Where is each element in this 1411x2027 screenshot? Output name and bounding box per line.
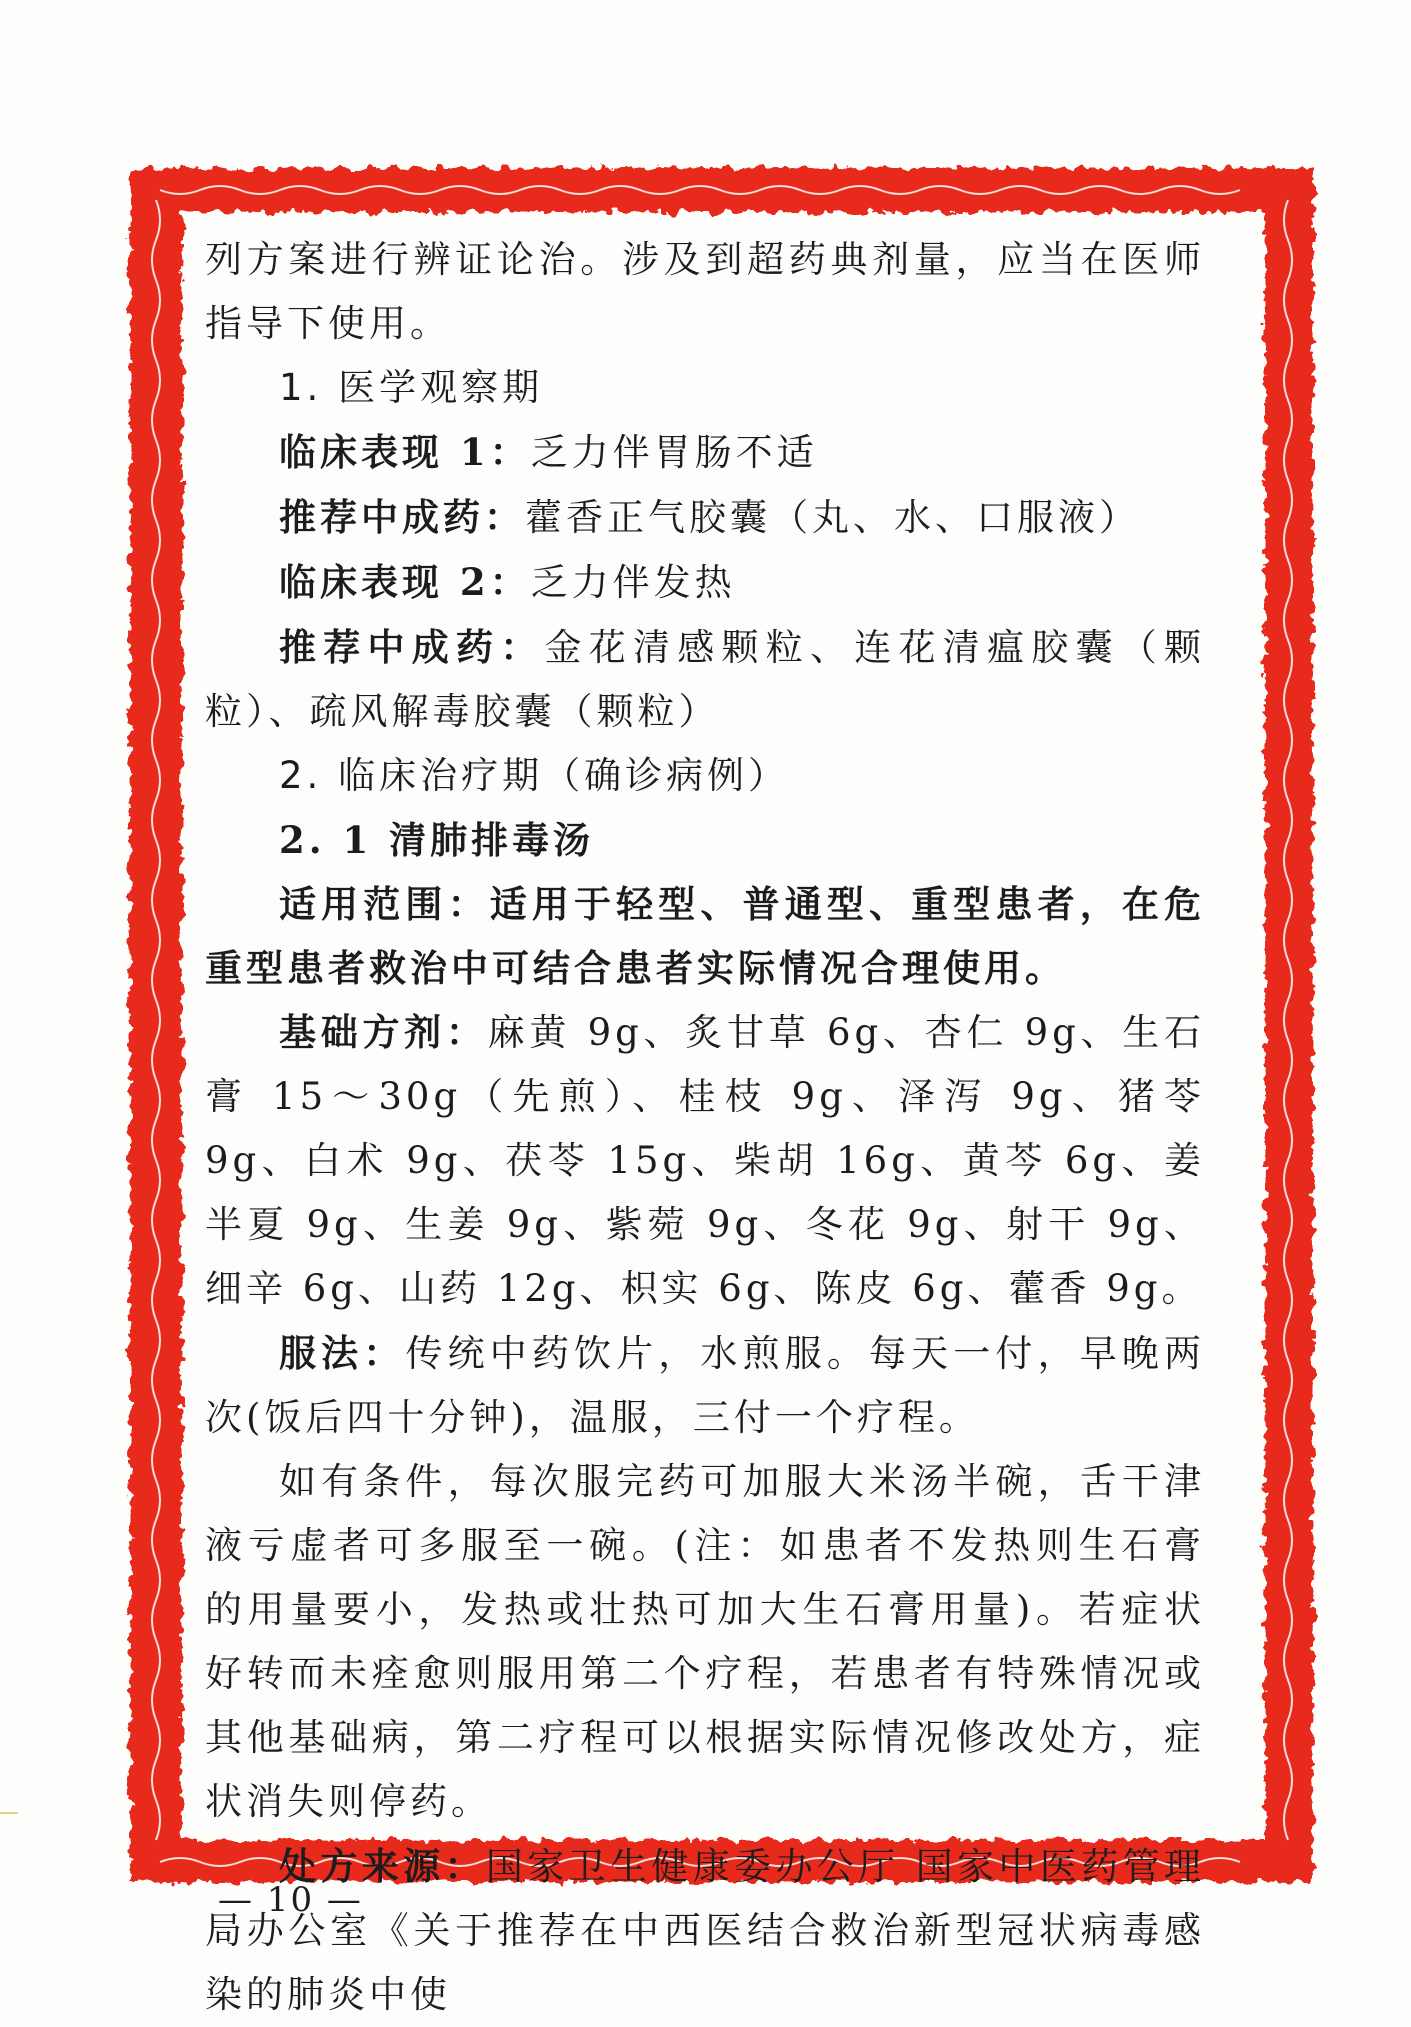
administration-method-label: 服法：	[279, 1331, 406, 1375]
recommended-medicine-1-text: 藿香正气胶囊（丸、水、口服液）	[525, 496, 1140, 539]
recommended-medicine-2-label: 推荐中成药：	[279, 625, 545, 669]
page-number: — 10 —	[218, 1880, 363, 1920]
additional-instructions: 如有条件，每次服完药可加服大米汤半碗，舌干津液亏虚者可多服至一碗。(注：如患者不发热则生石膏的用量要小，发热或壮热可加大生石膏用量)。若症状好转而未痊愈则服用第二个疗程，若患者有特殊情况或其他基础病，第二疗程可以根据实际情况修改处方，症状消失则停药。	[205, 1460, 1205, 1823]
basic-formula-label: 基础方剂：	[279, 1010, 488, 1054]
basic-formula-text: 麻黄 9g、炙甘草 6g、杏仁 9g、生石膏 15～30g（先煎）、桂枝 9g、泽泻 9g、猪苓 9g、白术 9g、茯苓 15g、柴胡 16g、黄芩 6g、姜半夏 9g、生姜 9g、紫菀 9g、冬花 9g、射干 9g、细辛 6g、山药 12g、枳实 6g、陈皮 6g、藿香 9g。	[205, 1011, 1206, 1310]
applicable-scope-label: 适用范围：	[279, 882, 490, 926]
administration-method-text: 传统中药饮片，水煎服。每天一付，早晚两次(饭后四十分钟)，温服，三付一个疗程。	[205, 1332, 1206, 1439]
clinical-manifestation-1-text: 乏力伴胃肠不适	[530, 431, 818, 474]
paragraph-intro-continuation: 列方案进行辨证论治。涉及到超药典剂量，应当在医师指导下使用。	[205, 238, 1205, 345]
clinical-manifestation-2-text: 乏力伴发热	[530, 561, 736, 604]
scan-artifact-mark	[0, 1812, 18, 1814]
section-heading-treatment: 2. 临床治疗期（确诊病例）	[279, 754, 790, 797]
clinical-manifestation-1	[205, 420, 1205, 485]
basic-formula	[205, 1000, 1205, 1321]
subsection-heading-qingfei: 2. 1 清肺排毒汤	[279, 818, 595, 862]
recommended-medicine-1-label: 推荐中成药：	[279, 495, 525, 539]
clinical-manifestation-2	[205, 550, 1205, 615]
applicable-scope	[205, 872, 1205, 1000]
recommended-medicine-2	[205, 615, 1205, 744]
prescription-source-text: 国家卫生健康委办公厅 国家中医药管理局办公室《关于推荐在中西医结合救治新型冠状病毒感染的肺炎中使	[205, 1845, 1205, 2016]
prescription-source	[205, 1834, 1205, 2027]
recommended-medicine-1	[205, 485, 1205, 550]
document-body	[205, 228, 1205, 2027]
section-heading-observation: 1. 医学观察期	[279, 366, 544, 409]
prescription-source-label: 处方来源：	[279, 1844, 486, 1888]
clinical-manifestation-1-label: 临床表现 1：	[279, 430, 531, 474]
recommended-medicine-2-text: 金花清感颗粒、连花清瘟胶囊（颗粒）、疏风解毒胶囊（颗粒）	[205, 626, 1205, 733]
clinical-manifestation-2-label: 临床表现 2：	[279, 560, 531, 604]
applicable-scope-text: 适用于轻型、普通型、重型患者，在危重型患者救治中可结合患者实际情况合理使用。	[205, 882, 1206, 990]
administration-method	[205, 1321, 1205, 1450]
